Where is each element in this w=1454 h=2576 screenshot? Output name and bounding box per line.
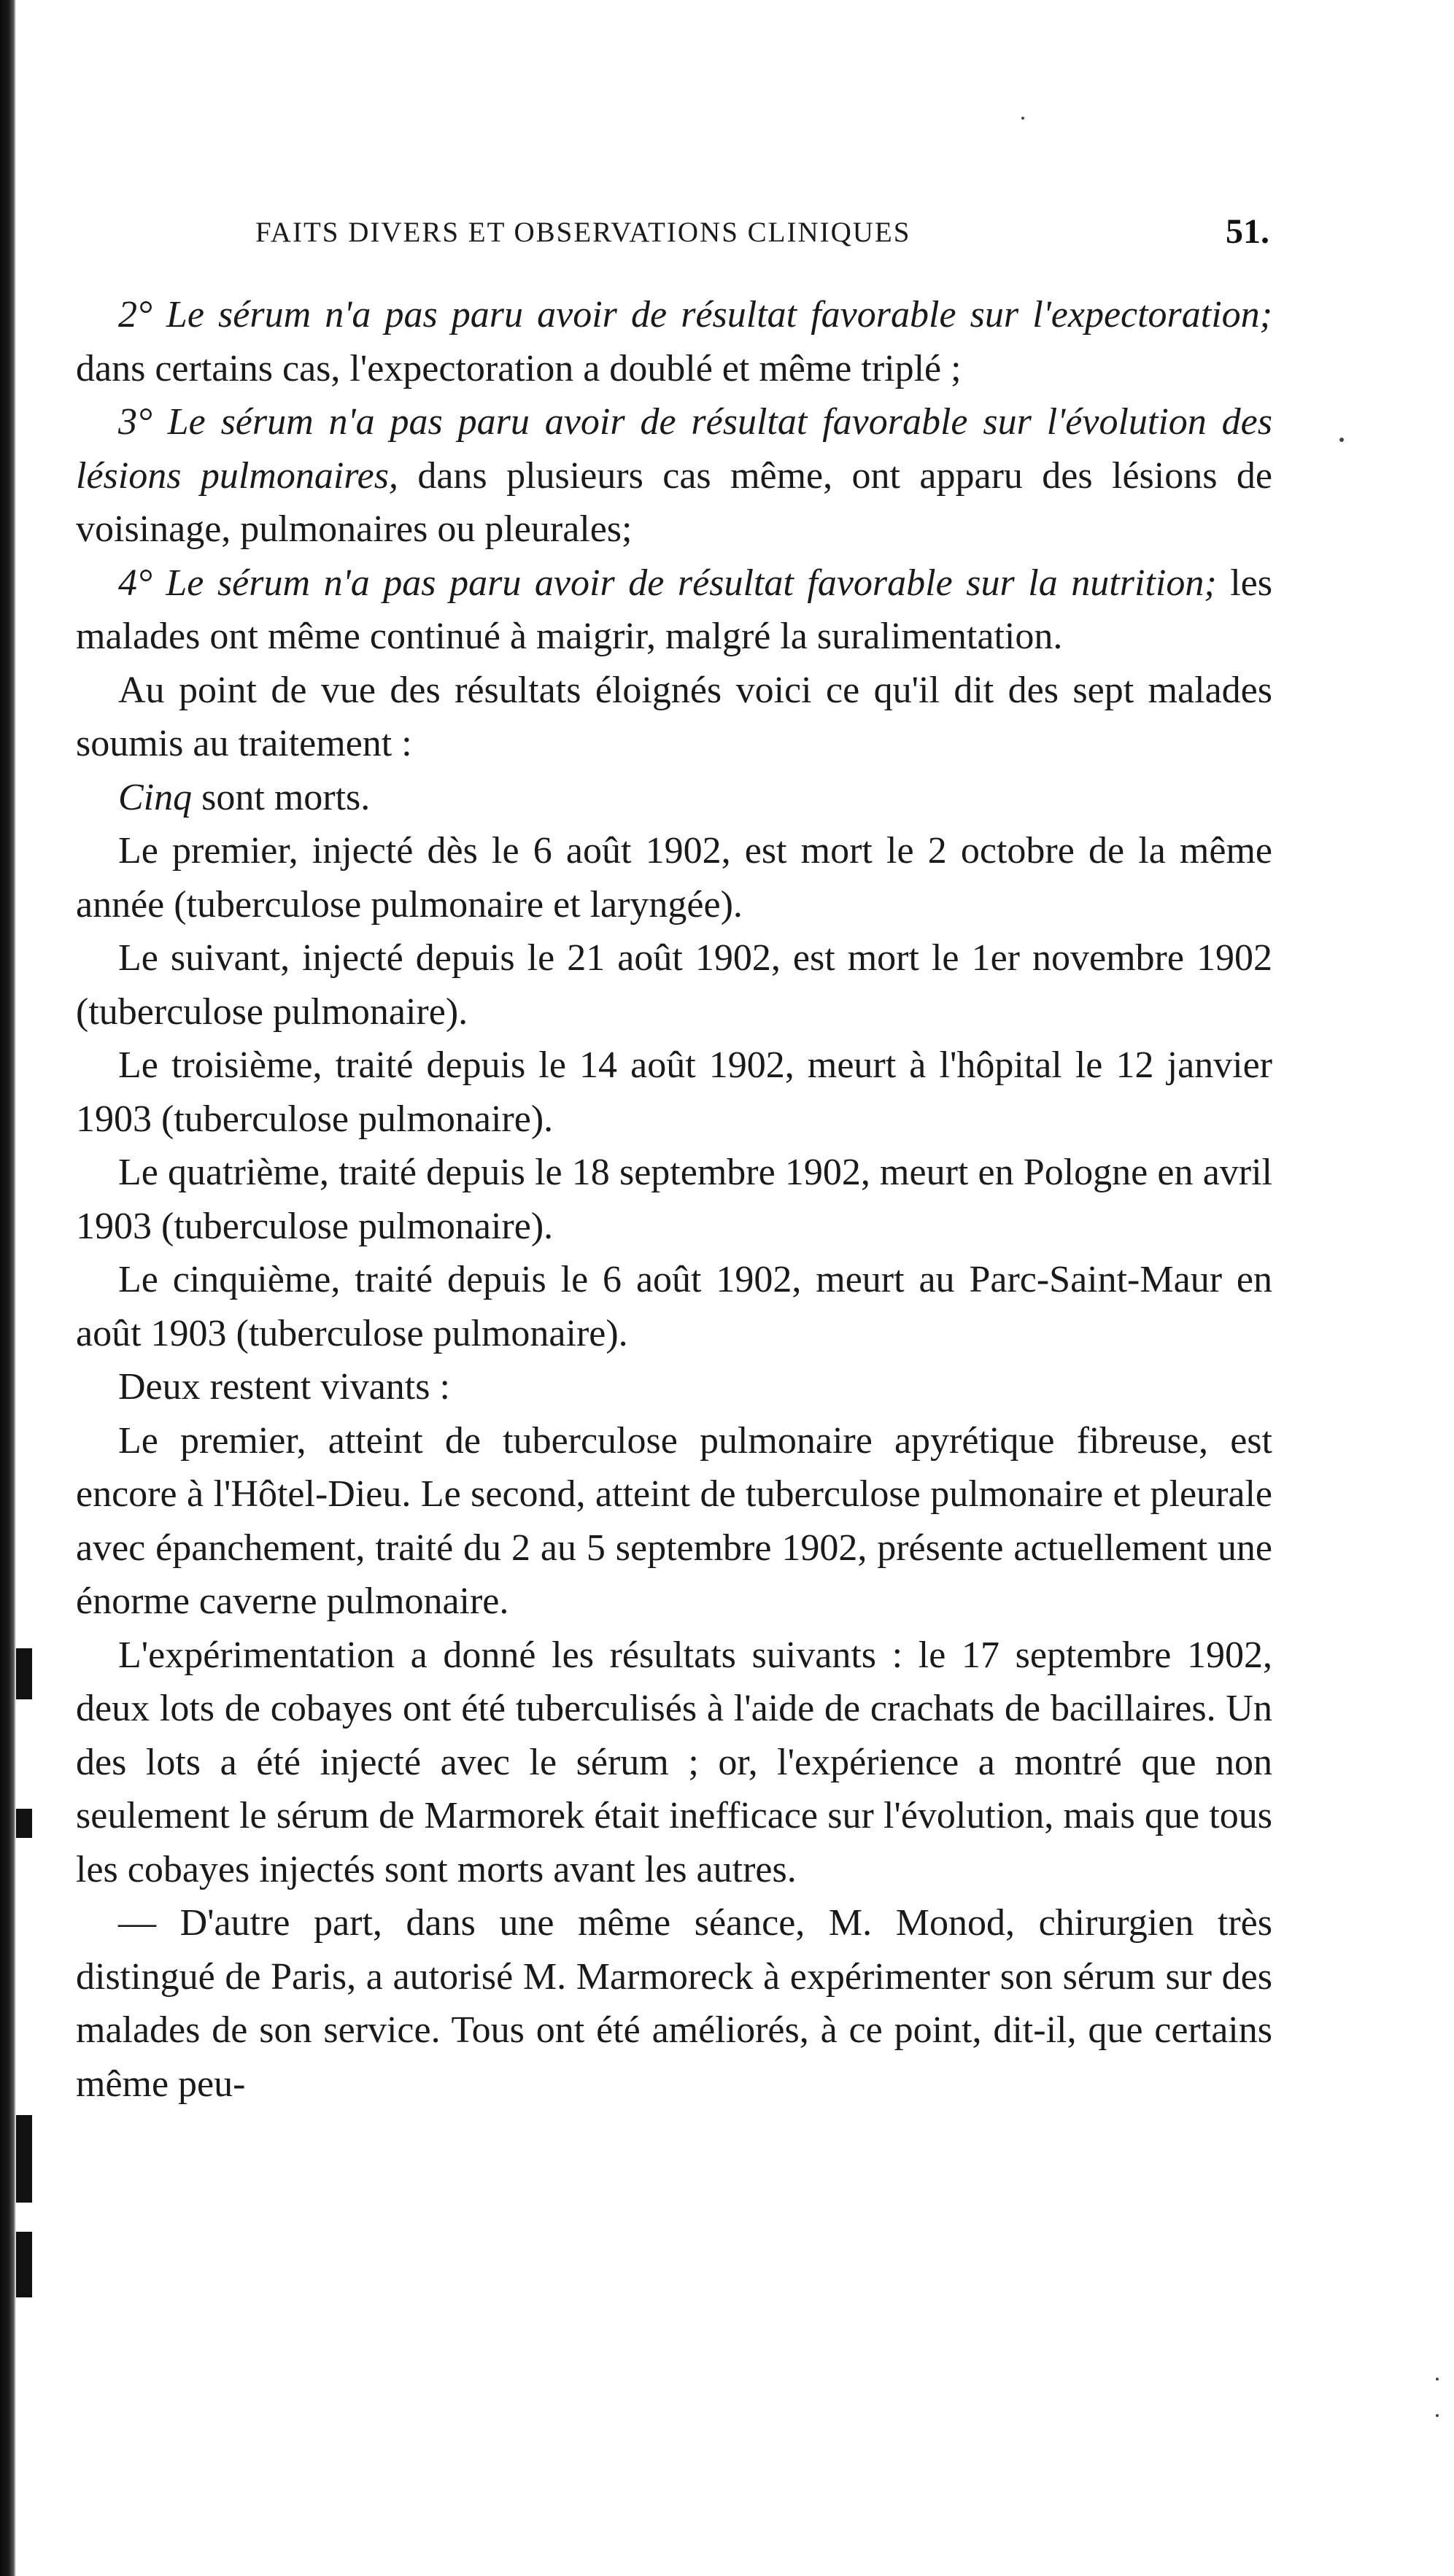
paragraph-text: Deux restent vivants :: [118, 1366, 450, 1408]
binding-mark: [16, 1809, 32, 1838]
paragraph-text: Le quatrième, traité depuis le 18 septembre 1902, meurt en Pologne en avril 1903 (tuberculose pulmonaire).: [76, 1152, 1272, 1247]
paragraph-text: Le premier, atteint de tuberculose pulmonaire apyrétique fibreuse, est encore à l'Hôtel-Dieu. Le second, atteint de tuberculose pulmonaire et pleurale avec épanchement, traité du 2 au 5 septembre 1902, présente actuellement une énorme caverne pulmonaire.: [76, 1419, 1272, 1622]
paragraph: [76, 556, 1272, 664]
scan-speck: [1436, 2414, 1439, 2417]
paragraph-text: sont morts.: [192, 776, 371, 818]
paragraph-text: Au point de vue des résultats éloignés voici ce qu'il dit des sept malades soumis au traitement :: [76, 669, 1272, 764]
paragraph: [76, 1039, 1272, 1146]
paragraph: [76, 931, 1272, 1039]
paragraph: [76, 1414, 1272, 1629]
running-title: FAITS DIVERS ET OBSERVATIONS CLINIQUES: [255, 217, 911, 248]
scan-speck: [1021, 117, 1024, 120]
binding-edge: [0, 0, 16, 2576]
paragraph-text: L'expérimentation a donné les résultats suivants : le 17 septembre 1902, deux lots de cobayes ont été tuberculisés à l'aide de crachats de bacillaires. Un des lots a été injecté avec le sérum ; or, l'expérience a montré que non seulement le sérum de Marmorek était inefficace sur l'évolution, mais que tous les cobayes injectés sont morts avant les autres.: [76, 1634, 1272, 1890]
paragraph-text: Le cinquième, traité depuis le 6 août 1902, meurt au Parc-Saint-Maur en août 1903 (tuberculose pulmonaire).: [76, 1259, 1272, 1354]
binding-mark: [16, 2115, 32, 2203]
paragraph: [76, 664, 1272, 771]
paragraph: [76, 1253, 1272, 1360]
paragraph-italic: 2° Le sérum n'a pas paru avoir de résultat favorable sur l'expectoration;: [118, 294, 1272, 335]
binding-mark: [16, 1648, 32, 1699]
paragraph: [76, 824, 1272, 931]
paragraph-text: les malades ont même continué à maigrir, malgré la suralimentation.: [76, 562, 1272, 657]
paragraph: [76, 1360, 1272, 1414]
paragraph-text: dans certains cas, l'expectoration a doublé et même triplé ;: [76, 347, 962, 389]
paragraph-text: Le troisième, traité depuis le 14 août 1902, meurt à l'hôpital le 12 janvier 1903 (tuberculose pulmonaire).: [76, 1044, 1272, 1140]
page-number: 51.: [1226, 212, 1269, 251]
paragraph: [76, 1896, 1272, 2111]
scan-speck: [1339, 438, 1344, 442]
paragraph-italic: 4° Le sérum n'a pas paru avoir de résultat favorable sur la nutrition;: [118, 562, 1217, 604]
paragraph: [76, 771, 1272, 825]
paragraph: [76, 395, 1272, 556]
paragraph-text: Le premier, injecté dès le 6 août 1902, est mort le 2 octobre de la même année (tuberculose pulmonaire et laryngée).: [76, 830, 1272, 926]
paragraph-text: — D'autre part, dans une même séance, M. Monod, chirurgien très distingué de Paris, a autorisé M. Marmoreck à expérimenter son sérum sur des malades de son service. Tous ont été améliorés, à ce point, dit-il, que certains même peu-: [76, 1902, 1272, 2105]
paragraph-italic: 3° Le sérum n'a pas paru avoir de résultat favorable sur l'évolution des lésions pulmonaires,: [76, 401, 1272, 497]
page-header: [255, 212, 1269, 260]
binding-mark: [16, 2232, 32, 2297]
body-text: [76, 288, 1272, 2111]
paragraph-italic: Cinq: [118, 776, 193, 818]
paragraph: [76, 1629, 1272, 1897]
paragraph-text: Le suivant, injecté depuis le 21 août 1902, est mort le 1er novembre 1902 (tuberculose pulmonaire).: [76, 937, 1272, 1033]
paragraph-text: dans plusieurs cas même, ont apparu des lésions de voisinage, pulmonaires ou pleurales;: [76, 454, 1272, 550]
scan-speck: [1436, 2378, 1439, 2381]
paragraph: [76, 1146, 1272, 1253]
paragraph: [76, 288, 1272, 395]
